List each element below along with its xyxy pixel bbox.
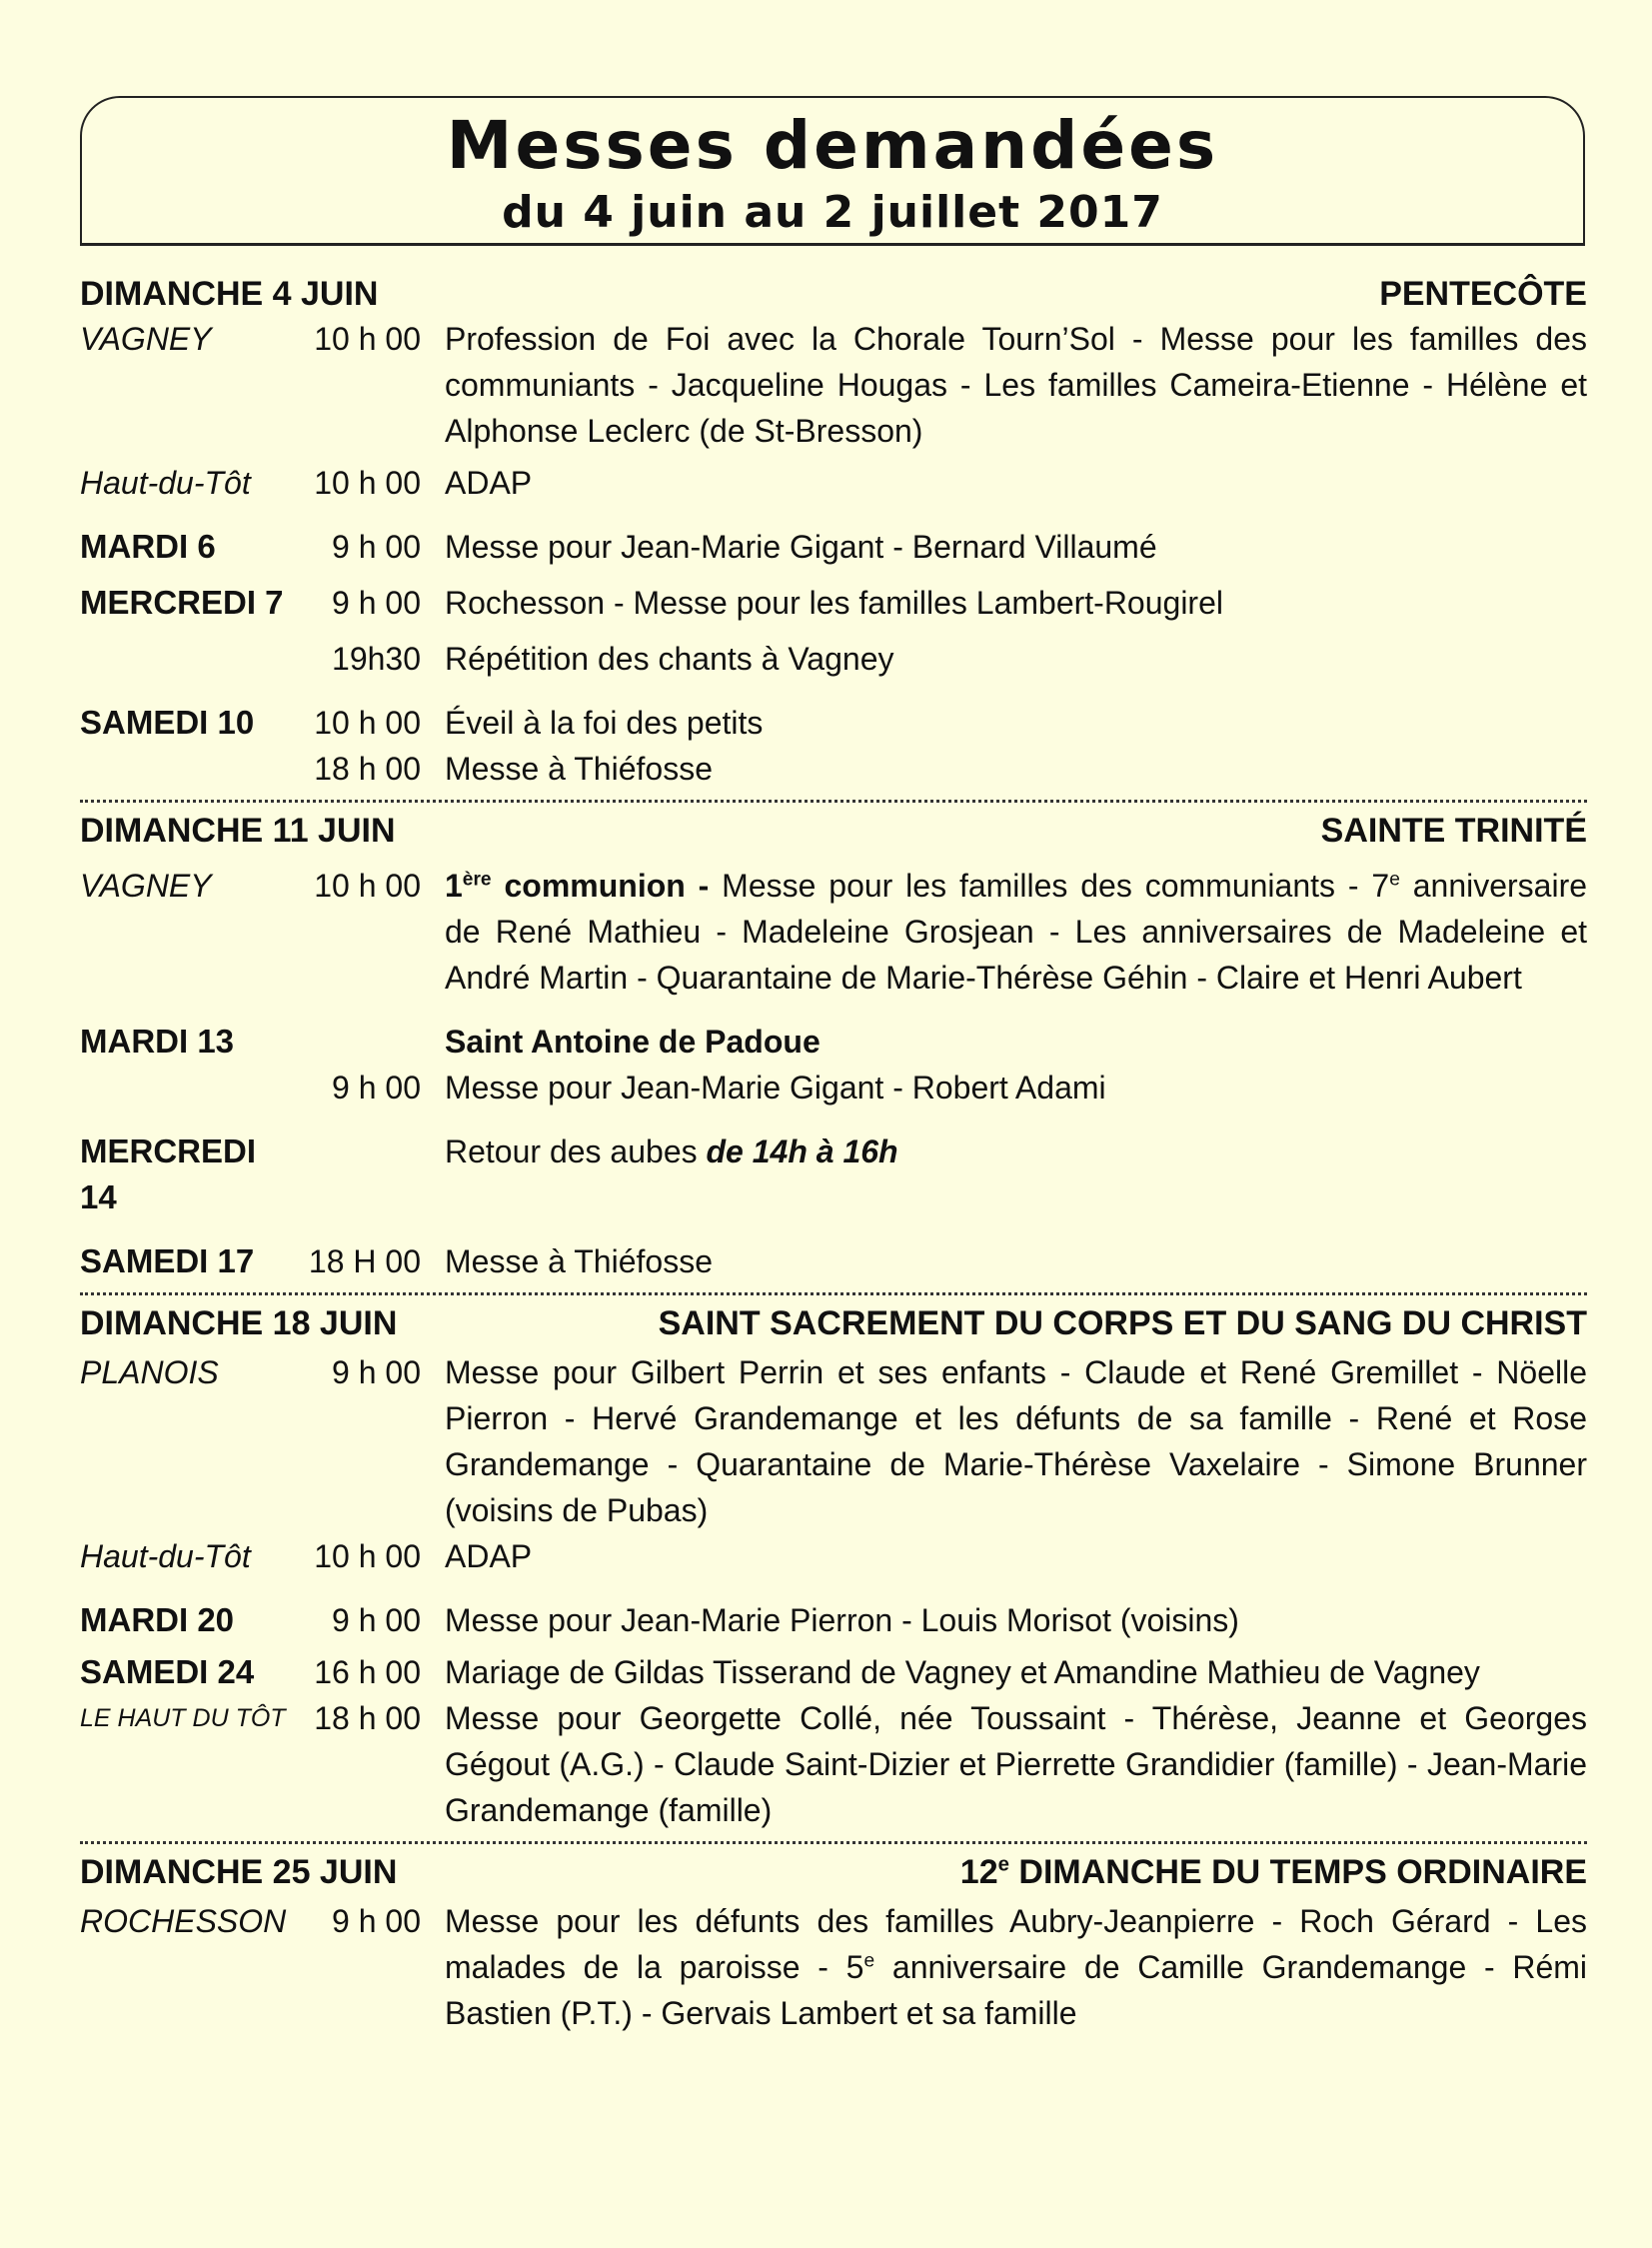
row-day: SAMEDI 17 (80, 1242, 255, 1279)
schedule-row (80, 316, 1587, 454)
row-text: Rochesson - Messe pour les familles Lambert-Rougirel (445, 585, 1223, 621)
row-day: MARDI 6 (80, 528, 216, 565)
section-day: DIMANCHE 25 JUIN (80, 1853, 398, 1891)
title-box (80, 96, 1585, 246)
ordinal: 1 (445, 868, 463, 904)
row-place: VAGNEY (80, 868, 212, 904)
row-place: ROCHESSON (80, 1903, 287, 1939)
schedule-row (80, 636, 1587, 682)
row-time: 10 h 00 (314, 1538, 421, 1574)
feast-number: 12 (959, 1853, 998, 1891)
dotted-divider (80, 1841, 1587, 1844)
row-text: Messe à Thiéfosse (445, 1243, 713, 1279)
row-time: 9 h 00 (332, 1602, 421, 1638)
row-text-part: Retour des aubes (445, 1133, 698, 1169)
schedule-row (80, 746, 1587, 792)
schedule-row (80, 1065, 1587, 1111)
section-dimanche-18-juin (80, 1301, 1587, 1833)
row-time: 18 H 00 (308, 1243, 421, 1279)
row-time: 10 h 00 (314, 868, 421, 904)
row-day: MARDI 20 (80, 1601, 235, 1638)
row-day: MARDI 13 (80, 1023, 235, 1060)
schedule-row (80, 524, 1587, 570)
schedule-row (80, 1898, 1587, 2036)
row-place: PLANOIS (80, 1354, 219, 1390)
row-time: 10 h 00 (314, 465, 421, 501)
section-header (80, 272, 1587, 316)
schedule-row (80, 1019, 1587, 1065)
row-time: 9 h 00 (332, 1903, 421, 1939)
schedule-row (80, 580, 1587, 626)
row-text: Mariage de Gildas Tisserand de Vagney et Amandine Mathieu de Vagney (445, 1654, 1480, 1690)
bold-text: communion - (504, 868, 710, 904)
schedule-row (80, 863, 1587, 1001)
row-time: 9 h 00 (332, 1070, 421, 1106)
section-feast: PENTECÔTE (1379, 275, 1587, 313)
section-feast: SAINT SACREMENT DU CORPS ET DU SANG DU CHRIST (658, 1304, 1587, 1342)
row-time: 18 h 00 (314, 751, 421, 787)
row-place: LE HAUT DU TÔT (80, 1704, 286, 1732)
schedule-row (80, 1238, 1587, 1284)
section-feast: SAINTE TRINITÉ (1320, 812, 1587, 850)
row-day: MERCREDI 7 (80, 584, 284, 621)
section-header (80, 1850, 1587, 1894)
row-text: Messe pour Jean-Marie Gigant - Bernard Villaumé (445, 529, 1157, 565)
dotted-divider (80, 1292, 1587, 1295)
row-text: Répétition des chants à Vagney (445, 641, 894, 677)
section-header (80, 809, 1587, 853)
schedule-row (80, 1533, 1587, 1579)
section-dimanche-11-juin (80, 809, 1587, 1284)
row-time: 19h30 (332, 641, 421, 677)
section-feast: DIMANCHE DU TEMPS ORDINAIRE (1018, 1853, 1587, 1891)
row-time: 10 h 00 (314, 321, 421, 357)
row-time: 9 h 00 (332, 529, 421, 565)
schedule-row (80, 1349, 1587, 1533)
row-place: VAGNEY (80, 321, 212, 357)
schedule-row (80, 1695, 1587, 1833)
schedule-row (80, 1649, 1587, 1695)
row-day: MERCREDI 14 (80, 1132, 257, 1215)
row-text-part: anniversaire de René Mathieu - Madeleine Grosjean - Les anniversaires de Madeleine et André Martin - Quarantaine de Marie-Thérèse Géhin - Claire et Henri Aubert (445, 868, 1588, 996)
section-day: DIMANCHE 18 JUIN (80, 1304, 398, 1342)
row-time: 16 h 00 (314, 1654, 421, 1690)
ordinal-suffix: ère (462, 869, 492, 891)
schedule-row (80, 1597, 1587, 1643)
section-day: DIMANCHE 11 JUIN (80, 812, 396, 850)
row-text-part: Messe pour les familles des communiants - 7 (722, 868, 1390, 904)
emphasis-text: de 14h à 16h (706, 1133, 898, 1169)
section-feast-wrap (960, 1850, 1587, 1894)
page-title: Messes demandées (446, 107, 1219, 184)
schedule (80, 268, 1587, 2036)
row-text: Saint Antoine de Padoue (445, 1024, 821, 1060)
row-text: Messe pour Georgette Collé, née Toussaint - Thérèse, Jeanne et Georges Gégout (A.G.) - Claude Saint-Dizier et Pierrette Grandidier (famille) - Jean-Marie Grandemange (famille) (445, 1700, 1587, 1828)
row-text (445, 863, 1587, 1001)
section-dimanche-25-juin (80, 1850, 1587, 2036)
row-place: Haut-du-Tôt (80, 465, 251, 501)
row-time: 9 h 00 (332, 585, 421, 621)
row-day: SAMEDI 24 (80, 1653, 255, 1690)
row-text: Messe pour Jean-Marie Gigant - Robert Adami (445, 1070, 1106, 1106)
row-text: Profession de Foi avec la Chorale Tourn’Sol - Messe pour les familles des communiants - Jacqueline Hougas - Les familles Cameira-Etienne - Hélène et Alphonse Leclerc (de St-Bresson) (445, 321, 1587, 449)
schedule-row (80, 460, 1587, 506)
ordinal-suffix: e (1389, 869, 1400, 891)
section-day: DIMANCHE 4 JUIN (80, 275, 379, 313)
schedule-row (80, 700, 1587, 746)
row-text: ADAP (445, 465, 533, 501)
section-dimanche-4-juin (80, 272, 1587, 792)
row-text: ADAP (445, 1538, 533, 1574)
row-text (445, 1898, 1587, 2036)
page-subtitle: du 4 juin au 2 juillet 2017 (502, 187, 1163, 238)
row-text: Messe à Thiéfosse (445, 751, 713, 787)
section-header (80, 1301, 1587, 1345)
row-text: Éveil à la foi des petits (445, 705, 764, 741)
ordinal-suffix: e (997, 1853, 1009, 1876)
dotted-divider (80, 800, 1587, 803)
row-text: Messe pour Gilbert Perrin et ses enfants - Claude et René Gremillet - Nöelle Pierron - Hervé Grandemange et les défunts de sa famille - René et Rose Grandemange - Quarantaine de Marie-Thérèse Vaxelaire - Simone Brunner (voisins de Pubas) (445, 1354, 1587, 1528)
row-text-part: Messe pour les défunts des familles Aubry-Jeanpierre - Roch Gérard - Les malades de la paroisse - 5 (445, 1903, 1587, 1985)
row-day: SAMEDI 10 (80, 704, 255, 741)
row-text-part: anniversaire de Camille Grandemange - Rémi Bastien (P.T.) - Gervais Lambert et sa famille (445, 1949, 1588, 2031)
row-place: Haut-du-Tôt (80, 1538, 251, 1574)
row-time: 18 h 00 (314, 1700, 421, 1736)
row-time: 10 h 00 (314, 705, 421, 741)
ordinal-suffix: e (863, 1950, 875, 1972)
row-time: 9 h 00 (332, 1354, 421, 1390)
row-text: Messe pour Jean-Marie Pierron - Louis Morisot (voisins) (445, 1602, 1239, 1638)
row-text (445, 1128, 1587, 1174)
schedule-row (80, 1128, 1587, 1220)
